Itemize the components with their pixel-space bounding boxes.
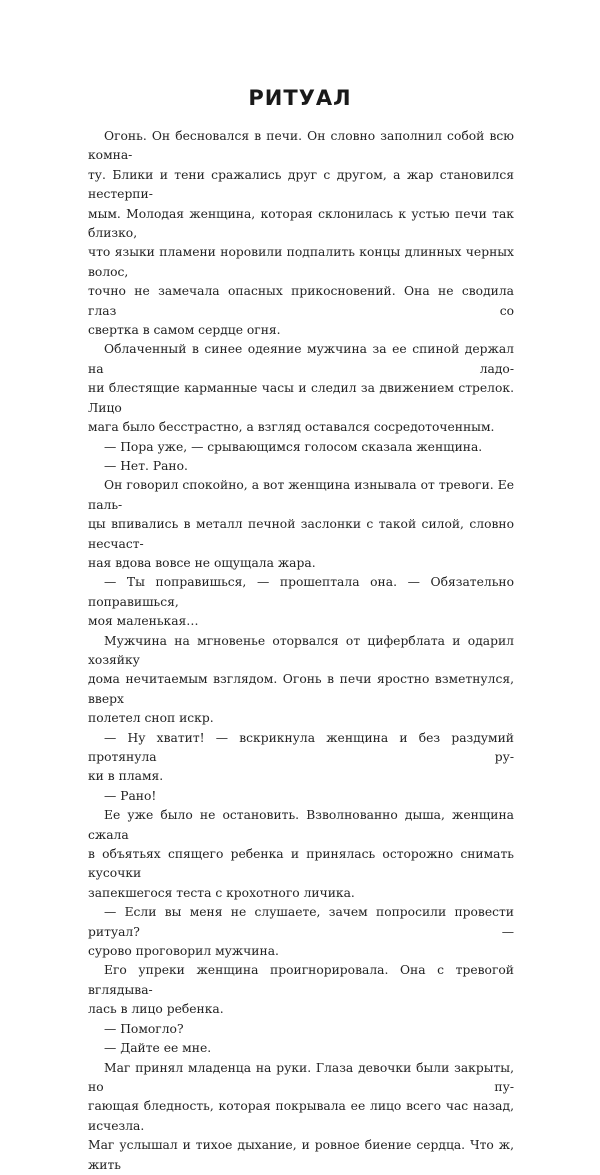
paragraph: [88, 806, 514, 903]
text-line: ни блестящие карманные часы и следил за движением стрелок. Лицо: [88, 381, 514, 415]
paragraph: [88, 476, 514, 573]
text-line: Его упреки женщина проигнорировала. Она с тревогой вглядыва-: [88, 963, 514, 997]
paragraph: [88, 787, 514, 806]
text-line: — Дайте ее мне.: [104, 1041, 212, 1056]
text-line: свертка в самом сердце огня.: [88, 323, 281, 338]
text-line: полетел сноп искр.: [88, 711, 214, 726]
text-line: цы впивались в металл печной заслонки с такой силой, словно несчаст-: [88, 517, 514, 551]
text-line: сурово проговорил мужчина.: [88, 944, 279, 959]
paragraph: [88, 438, 514, 457]
paragraph: [88, 961, 514, 1019]
text-line: — Ты поправишься, — прошептала она. — Обязательно поправишься,: [88, 575, 514, 609]
text-line: лась в лицо ребенка.: [88, 1002, 224, 1017]
text-line: Маг принял младенца на руки. Глаза девочки были закрыты, но пу-: [88, 1060, 514, 1094]
text-line: — Помогло?: [104, 1021, 184, 1036]
text-line: мага было бесстрастно, а взгляд оставался сосредоточенным.: [88, 420, 495, 435]
text-line: — Рано!: [104, 788, 157, 803]
paragraph: [88, 573, 514, 631]
text-line: — Ну хватит! — вскрикнула женщина и без раздумий протянула ру-: [88, 730, 514, 764]
text-line: ту. Блики и тени сражались друг с другом, а жар становился нестерпи-: [88, 167, 514, 202]
text-line: — Нет. Рано.: [104, 458, 188, 473]
paragraph: [88, 1020, 514, 1039]
text-line: точно не замечала опасных прикосновений. Она не сводила глаз со: [88, 284, 514, 318]
text-line: запекшегося теста с крохотного личика.: [88, 885, 355, 900]
text-line: ки в пламя.: [88, 769, 164, 784]
text-line: — Пора уже, — срывающимся голосом сказала женщина.: [104, 439, 483, 454]
paragraph: [88, 729, 514, 787]
text-line: Облаченный в синее одеяние мужчина за ее спиной держал на ладо-: [88, 342, 514, 376]
text-line: моя маленькая…: [88, 614, 199, 629]
paragraph: [88, 903, 514, 961]
paragraph: [88, 1059, 514, 1175]
text-line: ная вдова вовсе не ощущала жара.: [88, 555, 316, 570]
text-line: мым. Молодая женщина, которая склонилась к устью печи так близко,: [88, 206, 514, 241]
paragraph: [88, 340, 514, 437]
text-line: Маг услышал и тихое дыхание, и ровное биение сердца. Что ж, жить: [88, 1138, 514, 1172]
text-line: в объятьях спящего ребенка и принялась осторожно снимать кусочки: [88, 847, 514, 881]
paragraph: [88, 457, 514, 476]
text-line: Мужчина на мгновенье оторвался от циферблата и одарил хозяйку: [88, 633, 514, 667]
chapter-title: РИТУАЛ: [248, 86, 352, 110]
text-body: [88, 127, 514, 1175]
text-line: что языки пламени норовили подпалить концы длинных черных волос,: [88, 245, 514, 279]
paragraph: [88, 127, 514, 340]
text-line: дома нечитаемым взглядом. Огонь в печи яростно взметнулся, вверх: [88, 672, 514, 706]
text-line: гающая бледность, которая покрывала ее лицо всего час назад, исчезла.: [88, 1099, 514, 1133]
text-line: Огонь. Он бесновался в печи. Он словно заполнил собой всю комна-: [88, 129, 514, 163]
paragraph: [88, 632, 514, 729]
paragraph: [88, 1039, 514, 1058]
text-line: — Если вы меня не слушаете, зачем попросили провести ритуал? —: [88, 905, 514, 939]
text-line: Он говорил спокойно, а вот женщина изнывала от тревоги. Ее паль-: [88, 478, 514, 512]
text-line: Ее уже было не остановить. Взволнованно дыша, женщина сжала: [88, 808, 514, 842]
